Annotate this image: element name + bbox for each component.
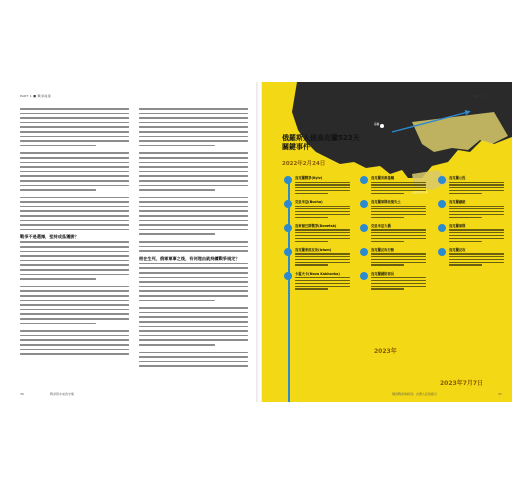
- event-text-line: [449, 217, 482, 218]
- text-line: [20, 157, 129, 159]
- text-line: [20, 108, 129, 110]
- timeline-event: [438, 248, 504, 266]
- timeline-event: [284, 272, 350, 290]
- subhead: 戰爭不是選擇，堅持成爲獲勝？: [20, 234, 79, 240]
- text-line: [20, 264, 129, 266]
- text-line: [20, 278, 96, 280]
- timeline-dot: [360, 224, 368, 232]
- text-line: [139, 330, 248, 332]
- event-title: 烏克蘭東部反攻(Izium): [295, 247, 332, 252]
- event-text-line: [371, 182, 426, 183]
- text-line: [20, 152, 129, 154]
- text-line: [20, 122, 129, 124]
- event-text-line: [295, 253, 350, 254]
- text-line: [139, 290, 248, 292]
- event-text-line: [449, 182, 504, 183]
- timeline-event: [360, 272, 426, 290]
- timeline-dot: [284, 176, 292, 184]
- timeline-event: [360, 200, 426, 218]
- timeline-dot: [360, 272, 368, 280]
- text-line: [20, 318, 129, 320]
- text-line: [139, 295, 248, 297]
- text-line: [139, 131, 248, 133]
- event-text-line: [449, 259, 504, 260]
- event-text-line: [295, 206, 350, 207]
- timeline-dot: [284, 248, 292, 256]
- event-text-line: [295, 182, 350, 183]
- text-line: [139, 229, 248, 231]
- text-column-1: [20, 108, 129, 367]
- text-line: [139, 162, 248, 164]
- event-text-line: [295, 187, 350, 188]
- event-text-line: [449, 229, 504, 230]
- text-line: [139, 246, 248, 248]
- text-column-2: [139, 108, 248, 367]
- text-line: [139, 113, 248, 115]
- text-line: [139, 335, 248, 337]
- event-title: 烏克蘭軍隊: [449, 223, 466, 228]
- event-text-line: [449, 187, 504, 188]
- text-line: [139, 321, 248, 323]
- event-text-line: [371, 211, 426, 212]
- event-text-line: [371, 253, 426, 254]
- event-title: 烏克蘭首都基輔: [371, 176, 395, 180]
- text-line: [20, 145, 96, 147]
- timeline-column-1: [284, 176, 350, 290]
- timeline-dot: [438, 224, 446, 232]
- text-line: [139, 122, 248, 124]
- running-head: PART 1 ■ 戰爭前線: [20, 94, 51, 98]
- event-text-line: [295, 280, 350, 281]
- text-line: [139, 281, 248, 283]
- event-text-line: [371, 256, 426, 257]
- title-line: 關鍵事件: [282, 143, 310, 151]
- text-line: [20, 255, 129, 257]
- text-line: [20, 136, 129, 138]
- event-text-line: [295, 264, 328, 265]
- event-title: 烏克蘭總統: [449, 199, 466, 204]
- text-line: [20, 349, 129, 351]
- event-text-line: [449, 262, 504, 263]
- event-text-line: [449, 235, 504, 236]
- timeline-column-2: [360, 176, 426, 290]
- text-line: [139, 152, 248, 154]
- text-line: [139, 166, 248, 168]
- event-text-line: [295, 238, 350, 239]
- timeline-dot: [284, 272, 292, 280]
- timeline-dot: [438, 176, 446, 184]
- text-line: [20, 162, 129, 164]
- text-line: [20, 140, 129, 142]
- event-text-line: [371, 232, 426, 233]
- timeline-event: [360, 176, 426, 194]
- text-line: [139, 356, 248, 358]
- text-line: [20, 339, 129, 341]
- timeline-dot: [284, 224, 292, 232]
- text-line: [139, 361, 248, 363]
- text-line: [20, 335, 129, 337]
- event-title: 烏克蘭戰爭(Kyiv): [295, 176, 323, 180]
- text-line: [20, 224, 129, 226]
- text-line: [139, 126, 248, 128]
- text-line: [139, 215, 248, 217]
- text-line: [139, 272, 248, 274]
- event-text-line: [295, 229, 350, 230]
- subhead: 根在生死，俄軍軍事之後，有何理由就持續戰爭規定？: [139, 255, 240, 261]
- event-title: 烏克蘭公投: [449, 176, 466, 180]
- event-text-line: [295, 262, 350, 263]
- right-page: [262, 82, 512, 402]
- book-spread: [10, 82, 512, 402]
- timeline-dot: [284, 200, 292, 208]
- text-line: [20, 206, 129, 208]
- text-line: [139, 197, 248, 199]
- text-line: [139, 365, 248, 367]
- left-page: [10, 82, 258, 402]
- event-text-line: [295, 190, 350, 191]
- event-text-line: [449, 253, 504, 254]
- text-line: [20, 229, 129, 231]
- year-marker: 2023年: [374, 348, 397, 355]
- text-line: [139, 233, 215, 235]
- event-text-line: [371, 190, 426, 191]
- event-text-line: [449, 184, 504, 185]
- text-line: [139, 206, 248, 208]
- event-text-line: [295, 241, 328, 242]
- timeline-dot: [360, 248, 368, 256]
- event-text-line: [295, 235, 350, 236]
- text-line: [20, 246, 129, 248]
- event-title: 烏克蘭國防部長: [371, 271, 395, 276]
- event-text-line: [371, 229, 426, 230]
- event-text-line: [371, 187, 426, 188]
- text-line: [20, 313, 129, 315]
- event-text-line: [371, 280, 426, 281]
- event-text-line: [371, 286, 426, 287]
- event-text-line: [295, 193, 328, 194]
- timeline-event: [360, 248, 426, 266]
- event-text-line: [449, 211, 504, 212]
- event-text-line: [295, 286, 350, 287]
- text-line: [139, 250, 248, 252]
- text-line: [139, 210, 248, 212]
- event-text-line: [295, 259, 350, 260]
- text-line: [20, 126, 129, 128]
- event-text-line: [449, 193, 482, 194]
- event-text-line: [371, 235, 426, 236]
- text-line: [20, 286, 129, 288]
- page-number: 36: [20, 392, 24, 396]
- event-text-line: [371, 259, 426, 260]
- timeline-event: [438, 200, 504, 218]
- page-number: 37: [498, 392, 502, 396]
- text-line: [139, 171, 248, 173]
- event-text-line: [371, 206, 426, 207]
- footer-title: 俄烏戰爭的時刻：台灣人民的啟示: [392, 392, 438, 396]
- text-line: [139, 352, 248, 354]
- event-text-line: [449, 241, 482, 242]
- event-text-line: [371, 238, 426, 239]
- text-line: [20, 131, 129, 133]
- text-line: [20, 251, 129, 253]
- text-line: [20, 309, 129, 311]
- text-line: [139, 344, 215, 346]
- timeline-dot: [360, 176, 368, 184]
- timeline-column-3: [438, 176, 504, 266]
- event-title: 烏克蘭反攻: [449, 247, 466, 252]
- timeline-event: [284, 200, 350, 218]
- text-line: [139, 117, 248, 119]
- text-line: [20, 197, 129, 199]
- event-text-line: [371, 214, 426, 215]
- event-text-line: [295, 184, 350, 185]
- text-line: [139, 108, 248, 110]
- text-line: [139, 224, 248, 226]
- title-line: 俄羅斯入侵烏克蘭523天: [282, 134, 360, 142]
- event-title: 烏克蘭軍隊收復失土: [371, 199, 401, 204]
- timeline-dot: [438, 248, 446, 256]
- text-line: [20, 300, 129, 302]
- text-line: [139, 180, 248, 182]
- timeline-event: [438, 176, 504, 194]
- text-line: [20, 215, 129, 217]
- event-text-line: [295, 208, 350, 209]
- running-head: PART 1 ■ 戰爭前線: [462, 94, 493, 98]
- event-text-line: [295, 217, 328, 218]
- text-line: [139, 326, 248, 328]
- text-line: [20, 323, 96, 325]
- text-line: [20, 353, 129, 355]
- event-text-line: [371, 262, 426, 263]
- event-text-line: [449, 206, 504, 207]
- text-line: [20, 220, 129, 222]
- timeline-event: [284, 248, 350, 266]
- text-line: [20, 269, 129, 271]
- text-line: [20, 180, 129, 182]
- timeline-event: [360, 224, 426, 242]
- timeline-dot: [360, 200, 368, 208]
- event-text-line: [295, 214, 350, 215]
- text-line: [20, 171, 129, 173]
- text-line: [139, 286, 248, 288]
- event-text-line: [449, 190, 504, 191]
- text-line: [139, 263, 248, 265]
- text-line: [139, 220, 248, 222]
- text-line: [139, 267, 248, 269]
- map-label-crimea: 克里米亞半島: [412, 191, 428, 194]
- event-text-line: [371, 283, 426, 284]
- text-line: [20, 166, 129, 168]
- event-title: 卡霍夫卡(Nova Kakhovka): [295, 271, 340, 276]
- text-line: [139, 307, 248, 309]
- text-line: [139, 157, 248, 159]
- footer-title: 戰爭與未來的守衛: [50, 392, 75, 396]
- event-title: 克里米亞(Bucha): [295, 199, 323, 204]
- event-text-line: [295, 288, 328, 289]
- text-line: [20, 175, 129, 177]
- event-text-line: [449, 214, 504, 215]
- text-line: [20, 304, 129, 306]
- event-text-line: [449, 208, 504, 209]
- text-line: [20, 185, 129, 187]
- text-line: [20, 201, 129, 203]
- event-text-line: [449, 264, 482, 265]
- text-line: [139, 145, 215, 147]
- text-line: [20, 344, 129, 346]
- text-line: [20, 241, 129, 243]
- text-line: [20, 295, 129, 297]
- chart-title: [282, 134, 360, 152]
- text-line: [20, 260, 129, 262]
- timeline-event: [438, 224, 504, 242]
- text-line: [20, 290, 129, 292]
- text-columns: [20, 108, 248, 367]
- timeline-event: [284, 176, 350, 194]
- text-line: [139, 175, 248, 177]
- event-text-line: [295, 256, 350, 257]
- text-line: [139, 201, 248, 203]
- text-line: [20, 330, 129, 332]
- text-line: [20, 113, 129, 115]
- event-text-line: [371, 217, 404, 218]
- text-line: [139, 140, 248, 142]
- text-line: [139, 312, 248, 314]
- text-line: [139, 316, 248, 318]
- event-title: 克里米亞大橋: [371, 223, 391, 228]
- event-text-line: [295, 283, 350, 284]
- event-text-line: [371, 241, 404, 242]
- event-text-line: [371, 288, 404, 289]
- text-line: [20, 117, 129, 119]
- timeline-event: [284, 224, 350, 242]
- text-line: [139, 241, 248, 243]
- event-text-line: [371, 264, 404, 265]
- start-date: 2022年2月24日: [282, 161, 326, 167]
- event-title: 烏東頓巴斯戰爭(Donetsk): [295, 223, 337, 228]
- end-date: 2023年7月7日: [440, 380, 484, 387]
- timeline-dot: [438, 200, 446, 208]
- map-label-capital: 基輔: [374, 123, 380, 126]
- event-text-line: [295, 232, 350, 233]
- event-text-line: [371, 208, 426, 209]
- text-line: [20, 274, 129, 276]
- event-text-line: [295, 277, 350, 278]
- text-line: [139, 339, 248, 341]
- event-title: 烏克蘭反攻行動: [371, 247, 395, 252]
- event-text-line: [295, 211, 350, 212]
- text-line: [20, 189, 96, 191]
- text-line: [139, 300, 215, 302]
- event-text-line: [371, 184, 426, 185]
- event-text-line: [371, 277, 426, 278]
- event-text-line: [371, 193, 404, 194]
- event-text-line: [449, 238, 504, 239]
- event-text-line: [449, 256, 504, 257]
- text-line: [139, 185, 248, 187]
- text-line: [20, 210, 129, 212]
- text-line: [139, 189, 215, 191]
- text-line: [139, 277, 248, 279]
- text-line: [139, 136, 248, 138]
- event-text-line: [449, 232, 504, 233]
